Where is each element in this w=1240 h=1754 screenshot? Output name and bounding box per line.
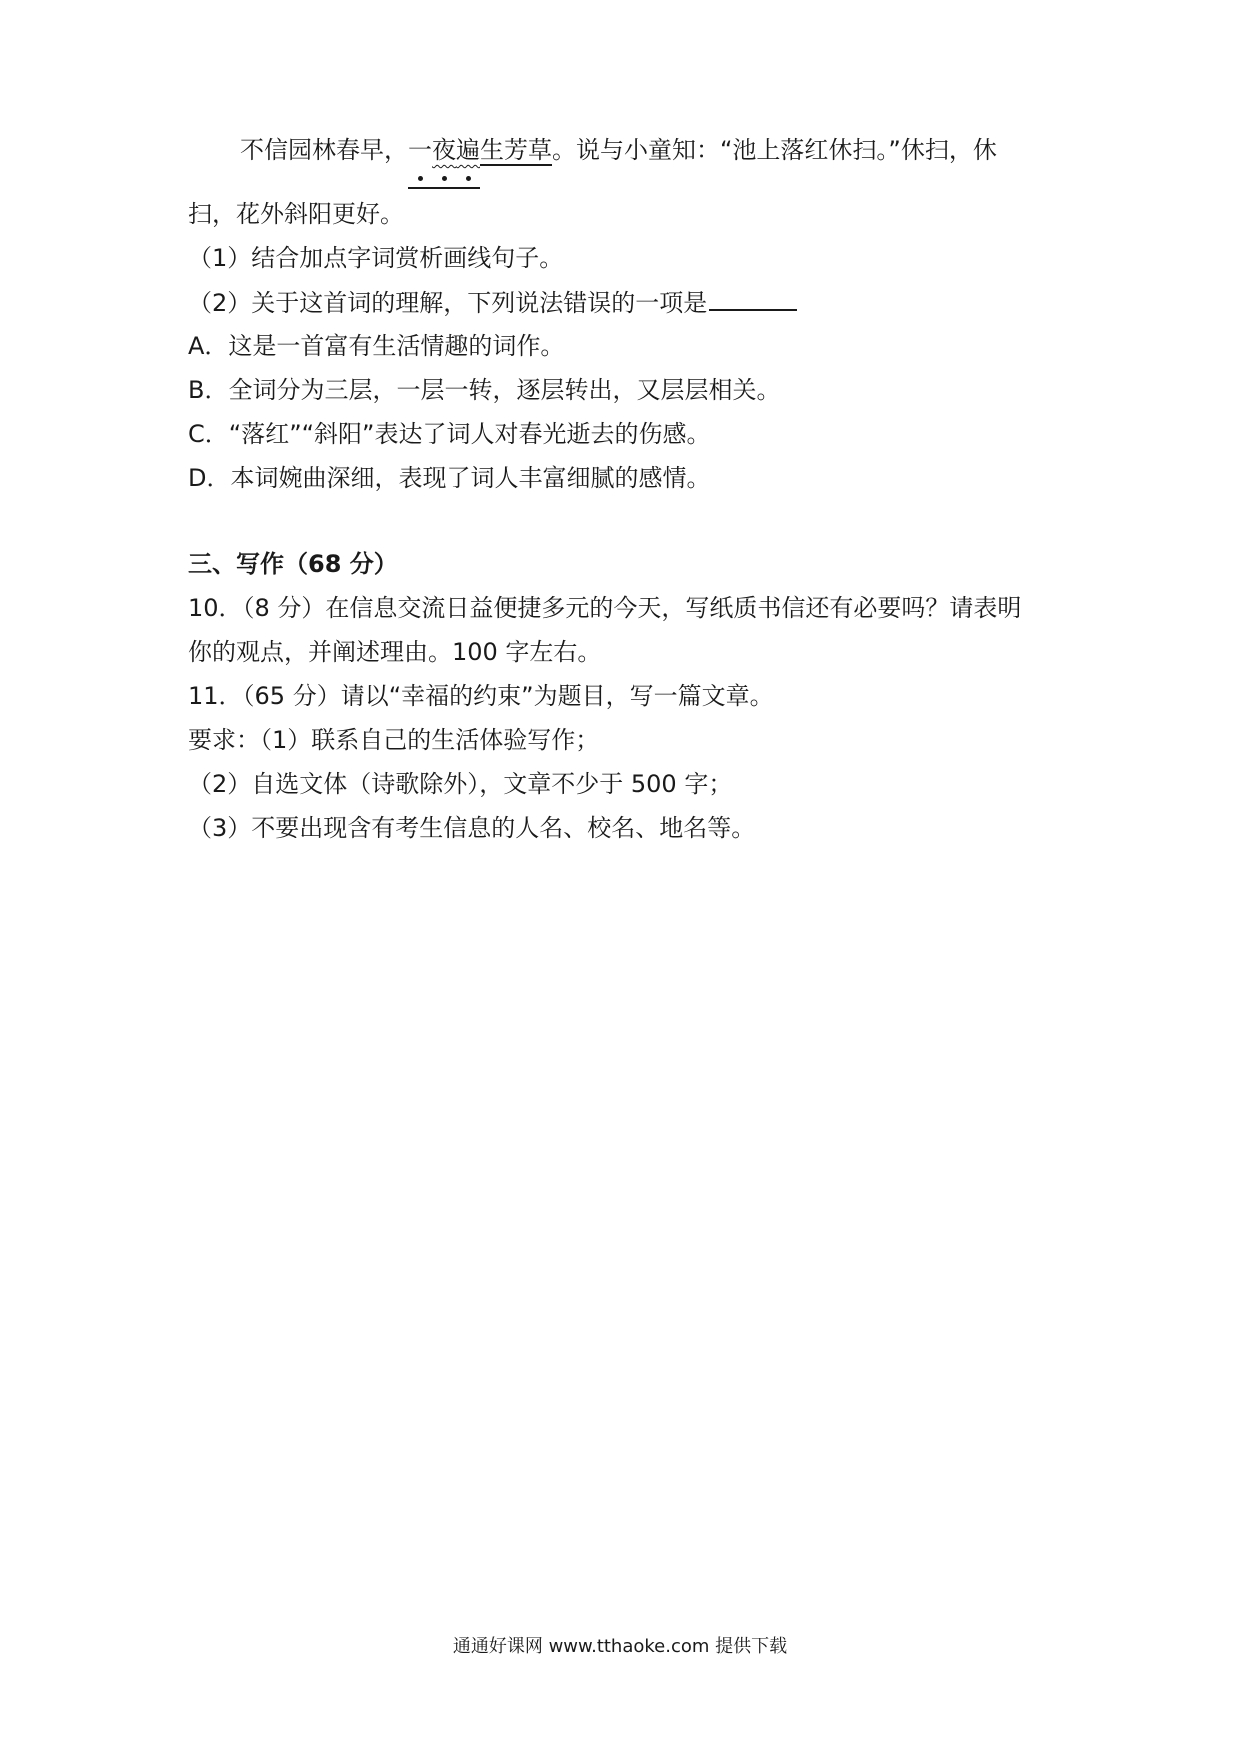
dotted-char-3: 遍 [456,133,480,167]
section-heading-writing: 三、写作（68 分） [188,550,398,578]
dotted-phrase [408,133,480,167]
option-a: A．这是一首富有生活情趣的词作。 [188,332,565,360]
requirement-2: （2）自选文体（诗歌除外），文章不少于 500 字； [188,770,733,798]
question-2 [188,285,797,320]
option-d: D．本词婉曲深细，表现了词人丰富细腻的感情。 [188,464,711,492]
option-b: B．全词分为三层，一层一转，逐层转出，又层层相关。 [188,376,781,404]
option-c: C．“落红”“斜阳”表达了词人对春光逝去的伤感。 [188,420,711,448]
poem-line-1-start: 不信园林春早， [240,136,408,164]
answer-blank[interactable] [709,285,797,311]
dotted-char-2: 夜 [432,133,456,167]
dotted-phrase-underline [408,187,480,189]
question-2-text: （2）关于这首词的理解，下列说法错误的一项是 [188,289,708,317]
dotted-char-1: 一 [408,133,432,167]
poem-line-2: 扫，花外斜阳更好。 [188,200,404,228]
requirement-3: （3）不要出现含有考生信息的人名、校名、地名等。 [188,814,756,842]
poem-line-1 [240,133,997,167]
question-10-line-1: 10．（8 分）在信息交流日益便捷多元的今天，写纸质书信还有必要吗？请表明 [188,594,1022,622]
question-10-line-2: 你的观点，并阐述理由。100 字左右。 [188,638,602,666]
underlined-phrase: 生芳草 [480,136,552,164]
question-1: （1）结合加点字词赏析画线句子。 [188,244,564,272]
page-footer: 通通好课网 www.tthaoke.com 提供下载 [452,1636,788,1657]
requirement-1: 要求：（1）联系自己的生活体验写作； [188,726,600,754]
question-11: 11．（65 分）请以“幸福的约束”为题目，写一篇文章。 [188,682,774,710]
poem-line-1-end: 。说与小童知：“池上落红休扫。”休扫，休 [552,136,997,164]
